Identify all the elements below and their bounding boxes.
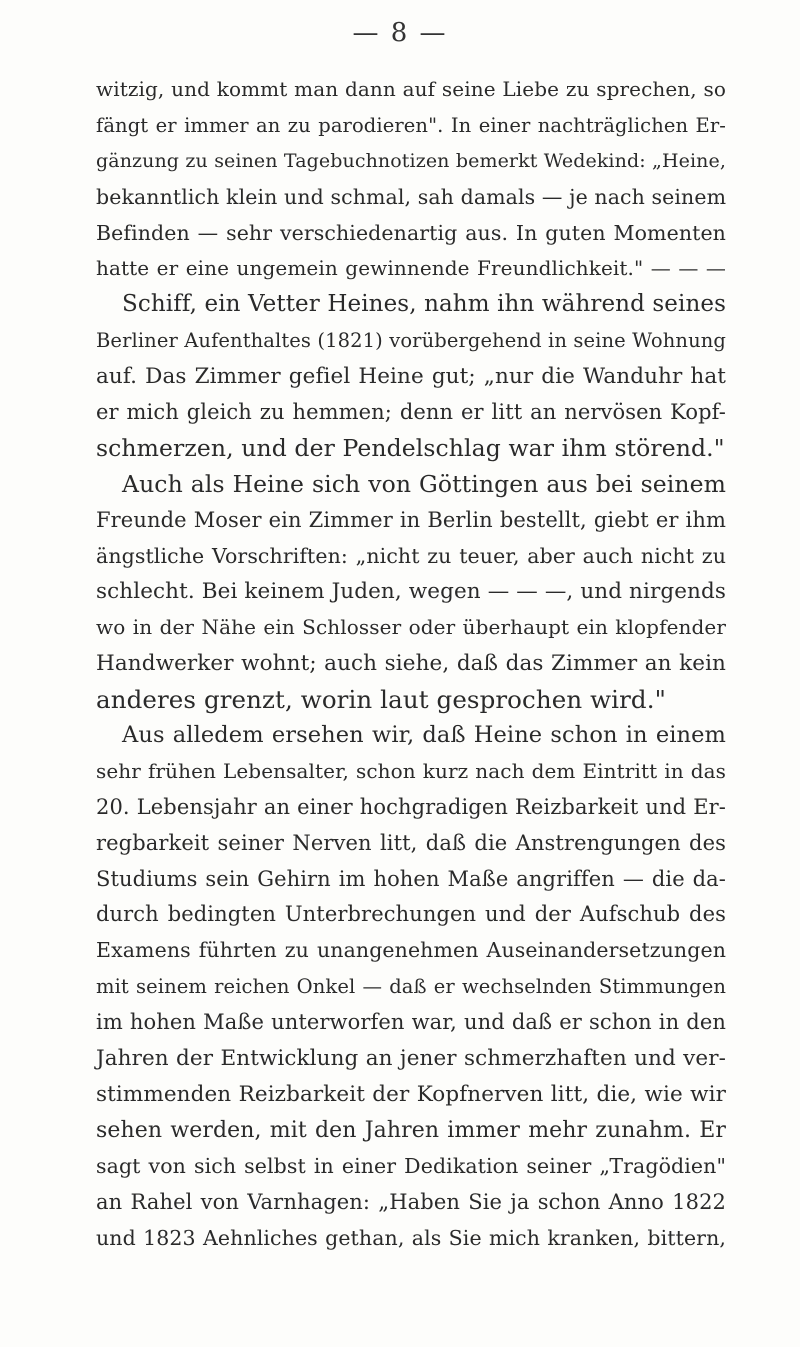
text-line: Schiff, ein Vetter Heines, nahm ihn während seines (122, 291, 726, 318)
text-line: und 1823 Aehnliches gethan, als Sie mich kranken, bittern, (96, 1225, 726, 1250)
text-line: regbarkeit seiner Nerven litt, daß die Anstrengungen des (96, 830, 726, 855)
text-line: Handwerker wohnt; auch siehe, daß das Zimmer an kein (96, 651, 726, 677)
text-line: Aus alledem ersehen wir, daß Heine schon in einem (122, 722, 726, 749)
text-line: Berliner Aufenthaltes (1821) vorübergehend in seine Wohnung (96, 329, 726, 353)
text-line: witzig, und kommt man dann auf seine Liebe zu sprechen, so (96, 77, 726, 101)
text-line: er mich gleich zu hemmen; denn er litt an nervösen Kopf- (96, 400, 726, 425)
text-line: bekanntlich klein und schmal, sah damals — je nach seinem (96, 184, 727, 209)
text-line: hatte er eine ungemein gewinnende Freundlichkeit." — — — (96, 256, 726, 281)
text-line: sehr frühen Lebensalter, schon kurz nach dem Eintritt in das (96, 758, 726, 783)
text-line: fängt er immer an zu parodieren". In einer nachträglichen Er- (96, 113, 726, 137)
text-line: schmerzen, und der Pendelschlag war ihm störend." (96, 433, 725, 462)
text-line: schlecht. Bei keinem Juden, wegen — — —, und nirgends (96, 579, 726, 605)
text-line: ängstliche Vorschriften: „nicht zu teuer, aber auch nicht zu (96, 543, 726, 568)
text-line: Freunde Moser ein Zimmer in Berlin bestellt, giebt er ihm (96, 507, 726, 532)
text-line: auf. Das Zimmer gefiel Heine gut; „nur die Wanduhr hat (96, 364, 726, 390)
text-line: Jahren der Entwicklung an jener schmerzhaften und ver- (96, 1046, 726, 1072)
page-number: — 8 — (352, 18, 448, 48)
text-line: Examens führten zu unangenehmen Auseinandersetzungen (96, 938, 726, 963)
text-line: durch bedingten Unterbrechungen und der Aufschub des (96, 902, 726, 927)
text-line: Studiums sein Gehirn im hohen Maße angriffen — die da- (96, 866, 726, 891)
text-line: wo in der Nähe ein Schlosser oder überhaupt ein klopfender (96, 615, 726, 640)
text-line: mit seinem reichen Onkel — daß er wechselnden Stimmungen (96, 975, 726, 999)
text-line: sagt von sich selbst in einer Dedikation seiner „Tragödien" (96, 1153, 726, 1178)
text-line: im hohen Maße unterworfen war, und daß er schon in den (96, 1010, 726, 1035)
text-line: Befinden — sehr verschiedenartig aus. In guten Momenten (96, 220, 726, 245)
page-body-text (96, 72, 726, 1256)
text-line: stimmenden Reizbarkeit der Kopfnerven litt, die, wie wir (96, 1081, 726, 1107)
text-line: anderes grenzt, worin laut gesprochen wird." (96, 685, 666, 715)
text-line: 20. Lebensjahr an einer hochgradigen Reizbarkeit und Er- (96, 794, 726, 819)
text-line: Auch als Heine sich von Göttingen aus bei seinem (122, 469, 726, 498)
text-line: an Rahel von Varnhagen: „Haben Sie ja schon Anno 1822 (96, 1189, 726, 1214)
text-line: gänzung zu seinen Tagebuchnotizen bemerkt Wedekind: „Heine, (96, 149, 726, 172)
text-line: sehen werden, mit den Jahren immer mehr zunahm. Er (96, 1117, 726, 1143)
